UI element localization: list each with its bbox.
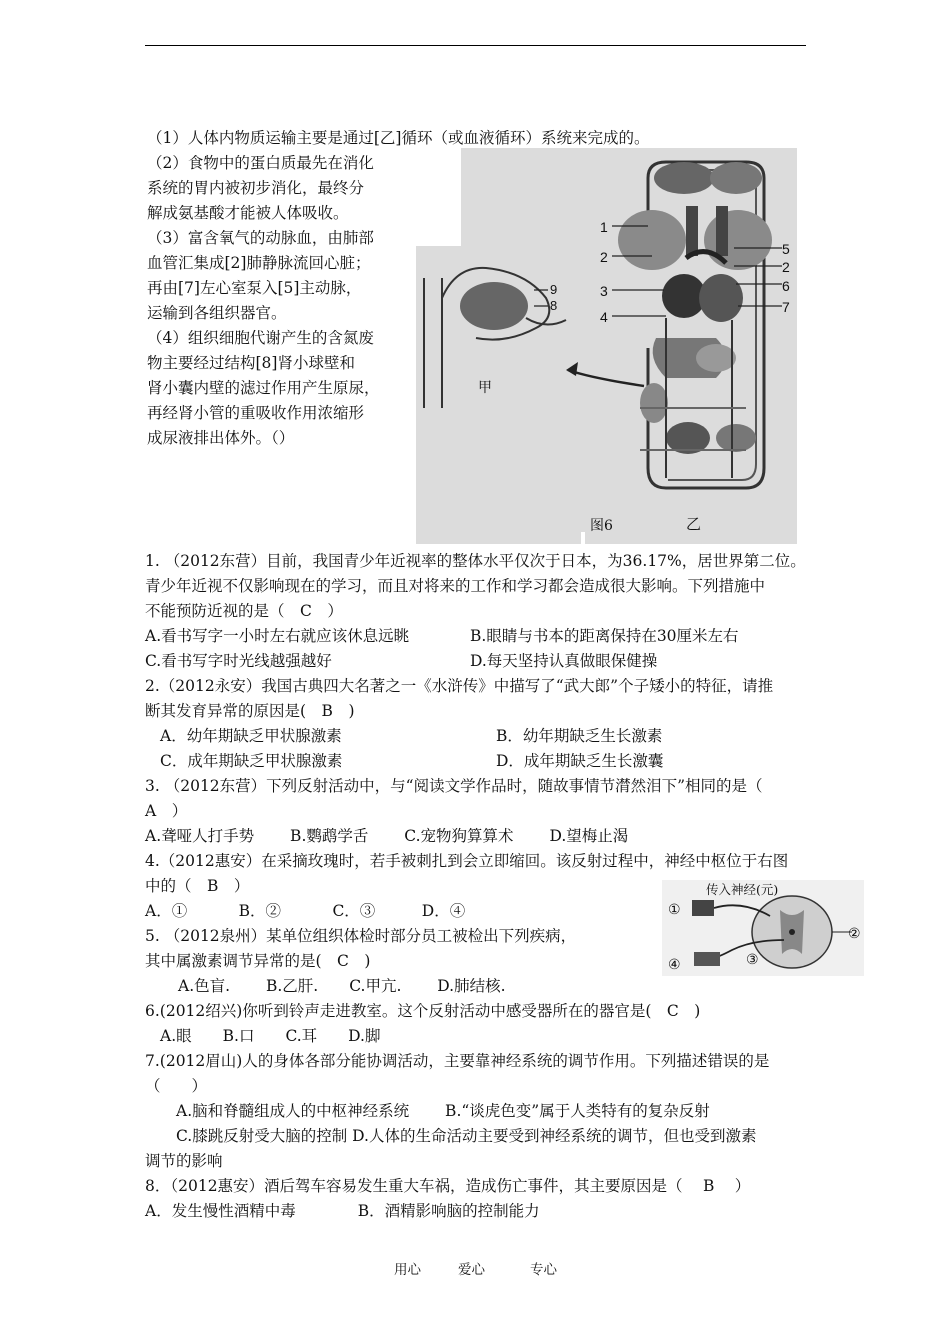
fig-num-1: 1 xyxy=(600,219,608,235)
fig-num-9: 9 xyxy=(550,282,558,297)
intro-line: 血管汇集成[2]肺静脉流回心脏； xyxy=(147,254,371,272)
q2-stem: 断其发育异常的原因是( B ) xyxy=(145,702,355,720)
fig-num-2b: 2 xyxy=(782,259,790,275)
q3-stem: A ） xyxy=(145,802,188,820)
footer-text-3: 专心 xyxy=(530,1262,557,1278)
intro-line: 解成氨基酸才能被人体吸收。 xyxy=(147,204,349,222)
q8-options: A．发生慢性酒精中毒 B．酒精影响脑的控制能力 xyxy=(145,1202,540,1220)
intro-line: 成尿液排出体外。（） xyxy=(147,429,295,447)
footer-text-1: 用心 xyxy=(394,1262,421,1278)
footer-text-2: 爱心 xyxy=(458,1262,485,1278)
q4-stem: 中的（ B ） xyxy=(145,877,250,895)
intro-line: 运输到各组织器官。 xyxy=(147,304,287,322)
q4-stem: 4.（2012惠安）在采摘玫瑰时，若手被刺扎到会立即缩回。该反射过程中，神经中枢位于右图 xyxy=(145,852,789,870)
reflex-label: 传入神经(元) xyxy=(706,882,779,897)
reflex-num-2: ② xyxy=(848,926,861,942)
reflex-num-4: ④ xyxy=(668,957,681,973)
fig-num-4: 4 xyxy=(600,309,608,325)
q1-option-d: D.每天坚持认真做眼保健操 xyxy=(470,652,658,670)
q2-option-b: B．幼年期缺乏生长激素 xyxy=(496,727,663,745)
q2-option-c: C．成年期缺乏甲状腺激素 xyxy=(160,752,343,770)
reflex-num-1: ① xyxy=(668,902,681,918)
q1-stem: 不能预防近视的是（ C ） xyxy=(145,602,343,620)
reflex-num-3: ③ xyxy=(746,952,759,968)
q1-option-b: B.眼睛与书本的距离保持在30厘米左右 xyxy=(470,627,739,645)
q1-option-a: A.看书写字一小时左右就应该休息远眺 xyxy=(145,627,410,645)
q2-stem: 2.（2012永安）我国古典四大名著之一《水浒传》中描写了“武大郎”个子矮小的特征，请推 xyxy=(145,677,774,695)
intro-line: 再由[7]左心室泵入[5]主动脉， xyxy=(147,279,362,297)
header-rule xyxy=(145,45,806,46)
fig-num-2: 2 xyxy=(600,249,608,265)
fig-caption: 图6 xyxy=(590,518,613,534)
q6-stem: 6.(2012绍兴)你听到铃声走进教室。这个反射活动中感受器所在的器官是( C ) xyxy=(145,1002,701,1020)
fig-num-8: 8 xyxy=(550,298,558,313)
q7-stem: 7.(2012眉山)人的身体各部分能协调活动，主要靠神经系统的调节作用。下列描述错误的是 xyxy=(145,1052,770,1070)
intro-line: （1）人体内物质运输主要是通过[乙]循环（或血液循环）系统来完成的。 xyxy=(147,129,650,147)
intro-line: （2）食物中的蛋白质最先在消化 xyxy=(147,154,374,172)
q7-stem: （ ） xyxy=(145,1077,208,1095)
intro-line: 肾小囊内壁的滤过作用产生原尿， xyxy=(147,379,380,397)
fig-label-yi: 乙 xyxy=(686,515,702,533)
fig-num-6: 6 xyxy=(782,278,790,294)
intro-line: （4）组织细胞代谢产生的含氮废 xyxy=(147,329,374,347)
fig-num-5: 5 xyxy=(782,241,790,257)
fig-label-jia: 甲 xyxy=(478,380,492,396)
fig-num-7: 7 xyxy=(782,299,790,315)
intro-line: （3）富含氧气的动脉血，由肺部 xyxy=(147,229,374,247)
q1-option-c: C.看书写字时光线越强越好 xyxy=(145,652,332,670)
intro-line: 物主要经过结构[8]肾小球壁和 xyxy=(147,354,355,372)
q4-options: A．① B．② C．③ D．④ xyxy=(145,902,466,920)
q2-option-d: D．成年期缺乏生长激囊 xyxy=(496,752,664,770)
q7-options-ab: A.脑和脊髓组成人的中枢神经系统 B.“谈虎色变”属于人类特有的复杂反射 xyxy=(176,1102,710,1120)
intro-line: 再经肾小管的重吸收作用浓缩形 xyxy=(147,404,365,422)
q2-option-a: A．幼年期缺乏甲状腺激素 xyxy=(160,727,342,745)
circulation-diagram xyxy=(416,148,797,544)
q1-stem: 1. （2012东营）目前，我国青少年近视率的整体水平仅次于日本，为36.17%，居世界第二位。 xyxy=(145,552,806,570)
q7-options-cont: 调节的影响 xyxy=(145,1152,223,1170)
fig-num-3: 3 xyxy=(600,283,608,299)
q8-stem: 8．（2012惠安）酒后驾车容易发生重大车祸，造成伤亡事件，其主要原因是（ B ） xyxy=(145,1177,751,1195)
q7-options-cd: C.膝跳反射受大脑的控制 D.人体的生命活动主要受到神经系统的调节，但也受到激素 xyxy=(176,1127,757,1145)
q5-stem: 其中属激素调节异常的是( C ) xyxy=(145,952,371,970)
q6-options: A.眼 B.口 C.耳 D.脚 xyxy=(160,1027,381,1045)
q1-stem: 青少年近视不仅影响现在的学习，而且对将来的工作和学习都会造成很大影响。下列措施中 xyxy=(145,577,766,595)
q5-options: A.色盲. B.乙肝. C.甲亢. D.肺结核. xyxy=(178,977,506,995)
q5-stem: 5. （2012泉州）某单位组织体检时部分员工被检出下列疾病， xyxy=(145,927,577,945)
q3-stem: 3. （2012东营）下列反射活动中，与“阅读文学作品时，随故事情节潸然泪下”相同的是（ xyxy=(145,777,763,795)
intro-line: 系统的胃内被初步消化，最终分 xyxy=(147,179,365,197)
q3-options: A.聋哑人打手势 B.鹦鹉学舌 C.宠物狗算算术 D.望梅止渴 xyxy=(145,827,629,845)
